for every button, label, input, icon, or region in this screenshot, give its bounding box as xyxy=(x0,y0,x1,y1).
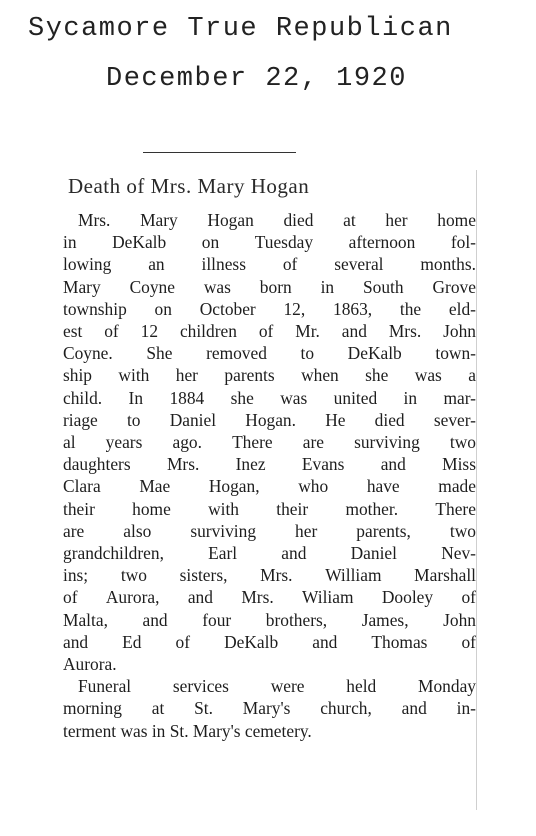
article-line: and Ed of DeKalb and Thomas of xyxy=(63,631,476,652)
article-line: riage to Daniel Hogan. He died sever- xyxy=(63,409,476,430)
article-line: morning at St. Mary's church, and in- xyxy=(63,698,476,719)
article-line: in DeKalb on Tuesday afternoon fol- xyxy=(63,232,476,253)
article-line: Clara Mae Hogan, who have made xyxy=(63,476,476,497)
article-title: Death of Mrs. Mary Hogan xyxy=(68,174,310,198)
publication-date: December 22, 1920 xyxy=(106,64,407,94)
article-line: child. In 1884 she was united in mar- xyxy=(63,387,476,408)
article-line: Mary Coyne was born in South Grove xyxy=(63,276,476,297)
article-line: Coyne. She removed to DeKalb town- xyxy=(63,343,476,364)
article-line: Funeral services were held Monday xyxy=(78,676,476,697)
article-line: est of 12 children of Mr. and Mrs. John xyxy=(63,321,476,341)
newspaper-name: Sycamore True Republican xyxy=(28,14,453,44)
article-line: Malta, and four brothers, James, John xyxy=(63,609,476,630)
article-line: township on October 12, 1863, the eld- xyxy=(63,298,476,319)
article-line: al years ago. There are surviving two xyxy=(63,432,476,452)
article-line: terment was in St. Mary's cemetery. xyxy=(63,720,312,741)
article-line: Aurora. xyxy=(63,654,117,674)
article-line: ins; two sisters, Mrs. William Marshall xyxy=(63,565,476,586)
article-line: daughters Mrs. Inez Evans and Miss xyxy=(63,454,476,475)
article-line: grandchildren, Earl and Daniel Nev- xyxy=(63,543,476,563)
article-line: Mrs. Mary Hogan died at her home xyxy=(78,210,476,230)
separator-rule xyxy=(143,152,296,153)
article-line: ship with her parents when she was a xyxy=(63,365,476,386)
article-line: lowing an illness of several months. xyxy=(63,254,476,275)
newspaper-clipping xyxy=(56,170,477,810)
article-line: are also surviving her parents, two xyxy=(63,520,476,541)
article-line: of Aurora, and Mrs. Wiliam Dooley of xyxy=(63,587,476,608)
article-line: their home with their mother. There xyxy=(63,498,476,519)
